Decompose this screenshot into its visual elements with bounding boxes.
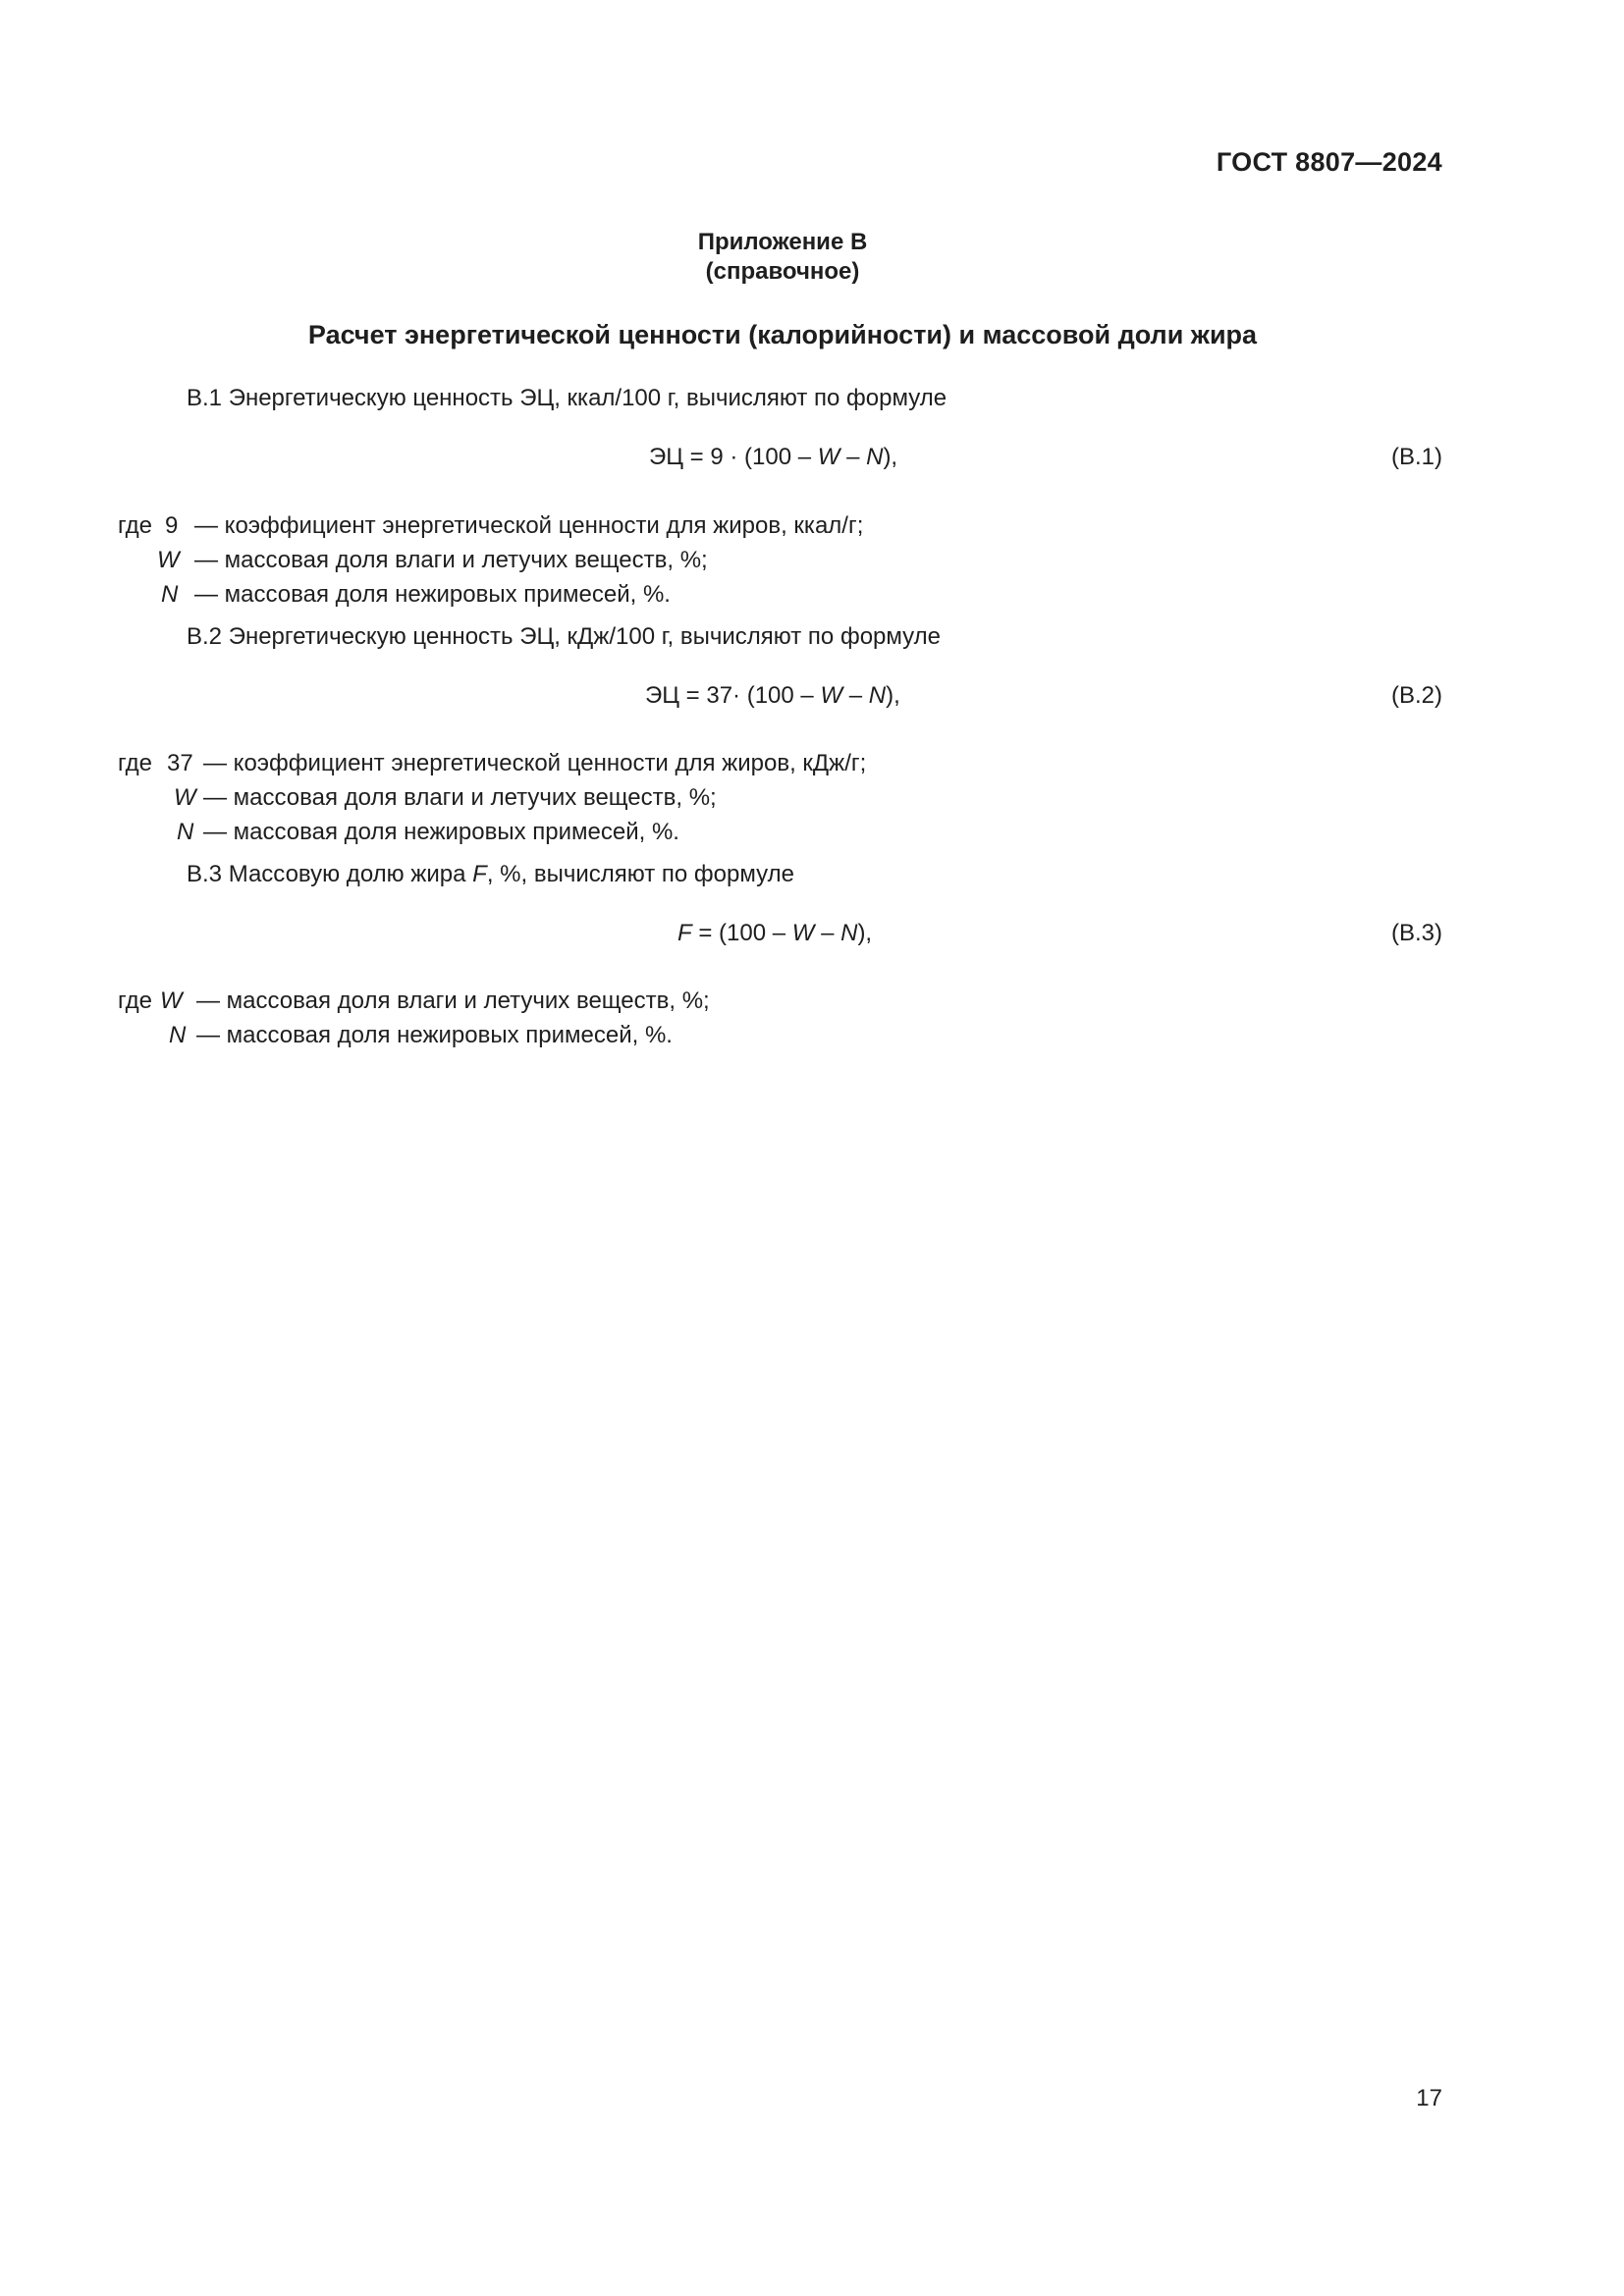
def-symbol-b2-2: W: [174, 784, 196, 811]
def-text-b3-1: — массовая доля влаги и летучих веществ, %;: [196, 988, 710, 1014]
def-symbol-b1-1: 9: [165, 512, 179, 539]
def-text-b1-2: — массовая доля влаги и летучих веществ, %;: [194, 547, 708, 573]
def-symbol-b2-3: N: [177, 819, 194, 845]
appendix-subtitle: (справочное): [705, 258, 860, 285]
where-label-b2: где: [118, 750, 153, 776]
paragraph-b2: В.2 Энергетическую ценность ЭЦ, кДж/100 г, вычисляют по формуле: [187, 623, 941, 650]
paragraph-b3: В.3 Массовую долю жира F, %, вычисляют по формуле: [187, 861, 794, 887]
paragraph-b1: В.1 Энергетическую ценность ЭЦ, ккал/100 г, вычисляют по формуле: [187, 385, 947, 411]
formula-b2: ЭЦ = 37· (100 – W – N),: [645, 682, 900, 709]
standard-code: ГОСТ 8807—2024: [1216, 147, 1442, 177]
page-number: 17: [1416, 2085, 1442, 2111]
where-label-b1: где: [118, 512, 153, 539]
appendix-title: Приложение В: [697, 229, 868, 255]
def-symbol-b1-2: W: [157, 547, 180, 573]
formula-b3: F = (100 – W – N),: [677, 920, 873, 946]
def-text-b1-3: — массовая доля нежировых примесей, %.: [194, 581, 671, 608]
def-symbol-b3-2: N: [169, 1022, 187, 1048]
def-text-b2-3: — массовая доля нежировых примесей, %.: [203, 819, 679, 845]
def-text-b3-2: — массовая доля нежировых примесей, %.: [196, 1022, 673, 1048]
def-text-b2-2: — массовая доля влаги и летучих веществ, %;: [203, 784, 717, 811]
equation-number-b3: (В.3): [1390, 920, 1442, 946]
def-symbol-b3-1: W: [160, 988, 183, 1014]
equation-number-b2: (В.2): [1390, 682, 1442, 709]
def-symbol-b2-1: 37: [167, 750, 193, 776]
section-title: Расчет энергетической ценности (калорийности) и массовой доли жира: [307, 320, 1258, 349]
where-label-b3: где: [118, 988, 153, 1014]
formula-b1: ЭЦ = 9 · (100 – W – N),: [649, 444, 898, 470]
def-symbol-b1-3: N: [161, 581, 179, 608]
def-text-b1-1: — коэффициент энергетической ценности для жиров, ккал/г;: [194, 512, 864, 539]
def-text-b2-1: — коэффициент энергетической ценности для жиров, кДж/г;: [203, 750, 867, 776]
equation-number-b1: (В.1): [1390, 444, 1442, 470]
